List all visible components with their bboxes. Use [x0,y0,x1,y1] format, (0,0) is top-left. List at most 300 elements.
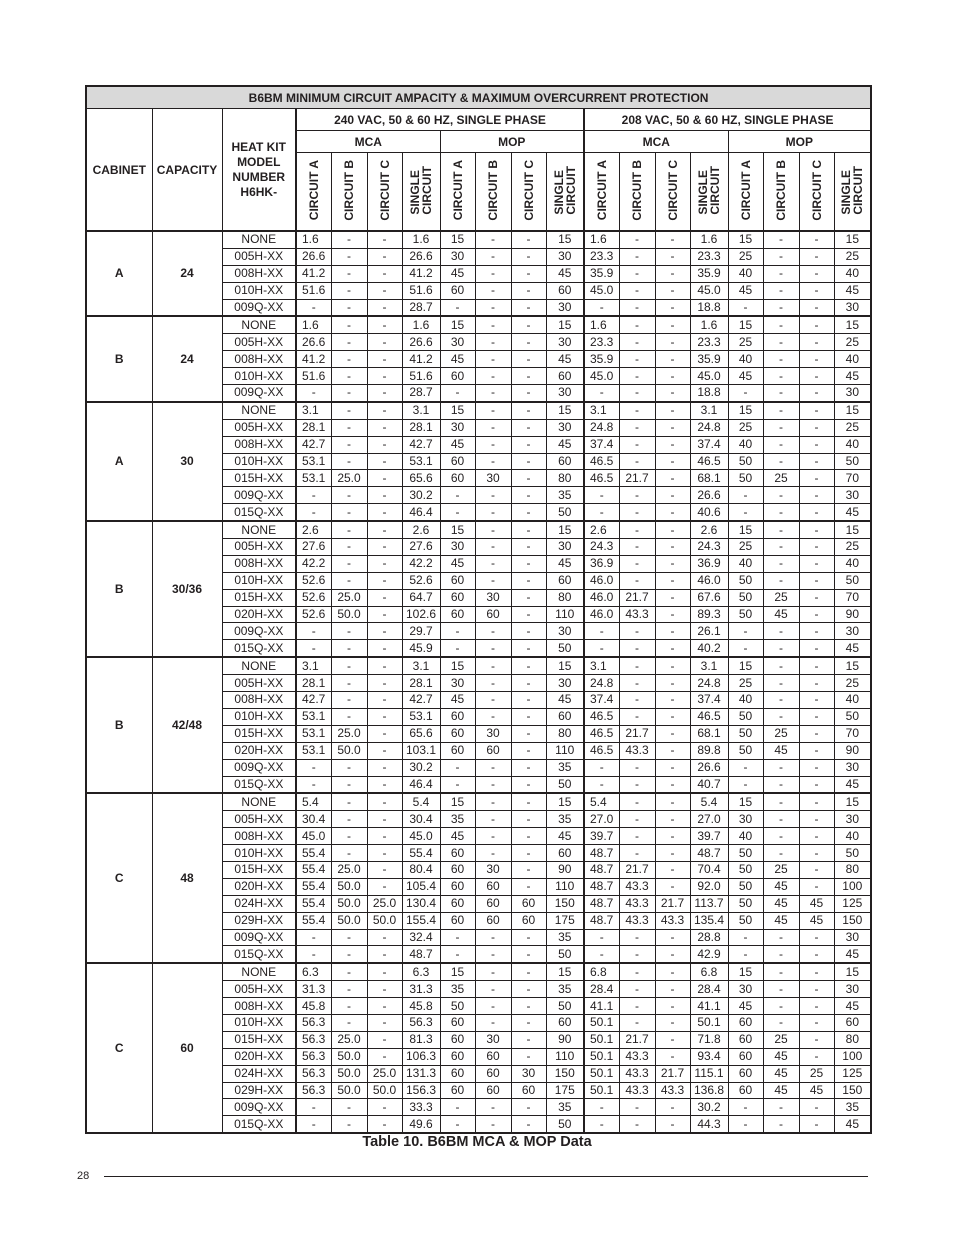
value-cell: - [619,572,655,589]
value-cell: 30 [546,248,584,265]
value-cell: 25.0 [331,861,367,878]
value-cell: 50 [546,504,584,521]
value-cell: - [655,793,690,810]
value-cell: 25.0 [331,725,367,742]
value-cell: 36.9 [584,555,619,572]
value-cell: 48.7 [690,845,728,862]
value-cell: - [511,708,546,725]
value-cell: - [619,334,655,351]
value-cell: 60 [728,1082,763,1099]
value-cell: 50 [834,453,871,470]
value-cell: 55.4 [402,845,440,862]
table-caption: Table 10. B6BM MCA & MOP Data [362,1134,592,1150]
value-cell: 113.7 [690,895,728,912]
heat-kit-model-cell: 009Q-XX [222,299,296,316]
value-cell: - [799,742,834,759]
heat-kit-model-cell: 010H-XX [222,282,296,299]
value-cell: 46.5 [690,453,728,470]
value-cell: 40.2 [690,640,728,657]
value-cell: 46.0 [584,606,619,623]
value-cell: 150 [546,895,584,912]
value-cell: - [440,1116,475,1133]
value-cell: - [655,436,690,453]
value-cell: 68.1 [690,470,728,487]
value-cell: - [475,453,511,470]
value-cell: - [511,1031,546,1048]
value-cell: 43.3 [655,1082,690,1099]
value-cell: 43.3 [619,1065,655,1082]
value-cell: 50.0 [367,912,402,929]
value-cell: - [511,539,546,556]
value-cell: 50.0 [331,878,367,895]
value-cell: 25 [834,334,871,351]
value-cell: 18.8 [690,385,728,402]
value-cell: - [584,504,619,521]
value-cell: - [763,1116,799,1133]
value-cell: - [799,623,834,640]
value-cell: - [367,1031,402,1048]
value-cell: 48.7 [584,845,619,862]
value-cell: 50.1 [584,1065,619,1082]
value-cell: - [728,504,763,521]
value-cell: - [619,640,655,657]
value-cell: 40 [834,351,871,368]
mca-208-header: MCA [584,131,728,153]
value-cell: - [475,299,511,316]
value-cell: - [619,316,655,333]
value-cell: - [728,776,763,793]
value-cell: 39.7 [690,828,728,845]
value-cell: 90 [546,861,584,878]
value-cell: - [331,487,367,504]
value-cell: 15 [440,963,475,980]
value-cell: - [763,299,799,316]
value-cell: 60 [440,589,475,606]
value-cell: 53.1 [296,742,331,759]
value-cell: 50 [728,589,763,606]
value-cell: - [511,402,546,419]
value-cell: - [655,708,690,725]
value-cell: 45.0 [690,282,728,299]
value-cell: 43.3 [619,895,655,912]
value-cell: - [440,776,475,793]
value-cell: 50 [546,998,584,1015]
value-cell: 48.7 [584,912,619,929]
value-cell: - [367,470,402,487]
value-cell: - [511,811,546,828]
value-cell: - [763,402,799,419]
value-cell: 45 [546,436,584,453]
value-cell: 15 [834,793,871,810]
value-cell: 50.0 [331,1065,367,1082]
heat-kit-model-cell: 005H-XX [222,334,296,351]
value-cell: - [799,572,834,589]
value-cell: 25 [763,725,799,742]
value-cell: 53.1 [402,453,440,470]
value-cell: - [367,334,402,351]
value-cell: - [511,487,546,504]
value-cell: 51.6 [296,368,331,385]
value-cell: - [511,1099,546,1116]
value-cell: - [331,845,367,862]
value-cell: 80.4 [402,861,440,878]
heat-kit-model-cell: 015H-XX [222,1031,296,1048]
heat-kit-model-cell: NONE [222,402,296,419]
value-cell: 52.6 [296,606,331,623]
heat-kit-model-cell: 009Q-XX [222,1099,296,1116]
value-cell: 30 [728,811,763,828]
value-cell: 45 [799,1082,834,1099]
value-cell: - [511,470,546,487]
value-cell: - [763,828,799,845]
value-cell: 30 [475,589,511,606]
value-cell: 15 [546,402,584,419]
value-cell: 45 [728,998,763,1015]
value-cell: 30.2 [690,1099,728,1116]
value-cell: 70.4 [690,861,728,878]
value-cell: 50 [728,895,763,912]
value-cell: - [763,453,799,470]
value-cell: - [655,845,690,862]
value-cell: 2.6 [690,521,728,538]
value-cell: 52.6 [296,572,331,589]
value-cell: 41.2 [402,351,440,368]
mca-240-circuit-c-header: CIRCUIT C [367,153,402,232]
value-cell: - [475,998,511,1015]
value-cell: 24.3 [584,539,619,556]
value-cell: - [619,623,655,640]
capacity-cell: 30/36 [152,521,222,657]
value-cell: 28.4 [584,981,619,998]
value-cell: 15 [728,657,763,674]
value-cell: 25.0 [331,589,367,606]
value-cell: - [331,351,367,368]
value-cell: 30 [834,929,871,946]
footer-rule [104,1176,868,1177]
value-cell: 60 [440,1031,475,1048]
value-cell: 21.7 [619,1031,655,1048]
value-cell: 80 [546,725,584,742]
value-cell: 52.6 [296,589,331,606]
value-cell: 56.3 [296,1065,331,1082]
heat-kit-model-cell: 015H-XX [222,725,296,742]
value-cell: - [799,504,834,521]
value-cell: - [655,878,690,895]
value-cell: - [799,470,834,487]
value-cell: - [763,436,799,453]
value-cell: 60 [440,572,475,589]
value-cell: 48.7 [584,861,619,878]
value-cell: - [475,334,511,351]
cabinet-cell: A [86,231,152,316]
value-cell: - [367,776,402,793]
value-cell: 60 [546,845,584,862]
value-cell: - [763,1014,799,1031]
value-cell: 100 [834,878,871,895]
value-cell: - [799,828,834,845]
value-cell: - [511,589,546,606]
value-cell: - [475,929,511,946]
value-cell: 53.1 [296,470,331,487]
value-cell: - [655,572,690,589]
value-cell: - [619,692,655,709]
value-cell: 43.3 [619,912,655,929]
value-cell: 45.0 [584,368,619,385]
value-cell: 26.1 [690,623,728,640]
heat-kit-model-cell: 005H-XX [222,675,296,692]
value-cell: - [475,776,511,793]
value-cell: - [475,692,511,709]
value-cell: 30 [475,725,511,742]
value-cell: 30 [834,981,871,998]
value-cell: 150 [834,912,871,929]
value-cell: 45 [546,265,584,282]
mop-208-single-circuit-header: SINGLE CIRCUIT [834,153,871,232]
value-cell: 15 [440,521,475,538]
value-cell: 60 [475,1082,511,1099]
value-cell: - [655,299,690,316]
value-cell: 50.1 [584,1082,619,1099]
value-cell: - [763,504,799,521]
value-cell: - [799,487,834,504]
value-cell: - [763,487,799,504]
value-cell: 28.1 [402,675,440,692]
value-cell: 70 [834,725,871,742]
value-cell: 45 [440,265,475,282]
value-cell: - [799,946,834,963]
heat-kit-model-cell: NONE [222,963,296,980]
value-cell: - [511,436,546,453]
value-cell: 25.0 [367,1065,402,1082]
value-cell: 45 [834,946,871,963]
value-cell: - [367,521,402,538]
value-cell: - [655,334,690,351]
value-cell: 80 [546,470,584,487]
value-cell: 40 [834,265,871,282]
value-cell: - [511,385,546,402]
value-cell: 60 [728,1031,763,1048]
heat-kit-model-cell: 015Q-XX [222,1116,296,1133]
value-cell: - [619,265,655,282]
value-cell: 30 [440,675,475,692]
value-cell: 50 [834,708,871,725]
heat-kit-model-cell: 009Q-XX [222,929,296,946]
value-cell: - [331,946,367,963]
value-cell: - [799,878,834,895]
value-cell: - [511,981,546,998]
heat-kit-model-cell: NONE [222,316,296,333]
value-cell: 1.6 [584,231,619,248]
value-cell: 50.0 [331,912,367,929]
value-cell: - [619,487,655,504]
value-cell: - [799,282,834,299]
value-cell: - [799,725,834,742]
value-cell: - [799,929,834,946]
value-cell: 45 [546,555,584,572]
value-cell: - [367,623,402,640]
heat-kit-model-cell: NONE [222,231,296,248]
value-cell: - [367,402,402,419]
value-cell: - [728,623,763,640]
value-cell: 50 [546,776,584,793]
mop-240-circuit-b-header: CIRCUIT B [475,153,511,232]
value-cell: 25 [728,419,763,436]
value-cell: - [296,946,331,963]
value-cell: - [655,861,690,878]
value-cell: 27.0 [584,811,619,828]
value-cell: 15 [440,793,475,810]
value-cell: 110 [546,1048,584,1065]
value-cell: 50.0 [331,1082,367,1099]
mop-240-header: MOP [440,131,584,153]
value-cell: 28.1 [402,419,440,436]
value-cell: 60 [475,895,511,912]
capacity-cell: 48 [152,793,222,963]
value-cell: 60 [440,368,475,385]
table-title: B6BM MINIMUM CIRCUIT AMPACITY & MAXIMUM OVERCURRENT PROTECTION [86,86,871,109]
value-cell: 30.4 [296,811,331,828]
value-cell: - [511,351,546,368]
mop-240-single-circuit-header: SINGLE CIRCUIT [546,153,584,232]
value-cell: - [511,282,546,299]
table-row [86,231,871,248]
value-cell: - [367,589,402,606]
value-cell: 67.6 [690,589,728,606]
value-cell: 52.6 [402,572,440,589]
value-cell: - [655,351,690,368]
value-cell: 45.0 [584,282,619,299]
value-cell: 68.1 [690,725,728,742]
mca-240-circuit-a-header: CIRCUIT A [296,153,331,232]
value-cell: - [799,1116,834,1133]
value-cell: 49.6 [402,1116,440,1133]
value-cell: 30 [440,539,475,556]
heat-kit-model-cell: 008H-XX [222,351,296,368]
value-cell: - [440,929,475,946]
value-cell: - [511,265,546,282]
value-cell: - [619,402,655,419]
value-cell: - [763,419,799,436]
value-cell: - [619,419,655,436]
heat-kit-model-cell: 015H-XX [222,861,296,878]
value-cell: 28.1 [296,675,331,692]
heat-kit-model-cell: NONE [222,657,296,674]
value-cell: - [296,776,331,793]
value-cell: 35 [834,1099,871,1116]
value-cell: 26.6 [690,487,728,504]
value-cell: 25 [763,589,799,606]
cabinet-cell: C [86,963,152,1133]
value-cell: 80 [546,589,584,606]
value-cell: 3.1 [584,657,619,674]
heat-kit-model-cell: 010H-XX [222,368,296,385]
value-cell: 15 [440,402,475,419]
value-cell: 50 [728,878,763,895]
value-cell: 15 [546,316,584,333]
value-cell: - [475,351,511,368]
value-cell: 23.3 [690,334,728,351]
heat-kit-model-cell: 015Q-XX [222,640,296,657]
value-cell: - [799,861,834,878]
value-cell: - [728,299,763,316]
value-cell: - [331,368,367,385]
value-cell: 60 [440,861,475,878]
value-cell: - [763,539,799,556]
value-cell: 45 [440,436,475,453]
value-cell: - [763,1099,799,1116]
value-cell: - [619,946,655,963]
value-cell: 3.1 [690,657,728,674]
value-cell: 60 [440,1082,475,1099]
value-cell: - [619,248,655,265]
value-cell: 2.6 [296,521,331,538]
value-cell: 30.4 [402,811,440,828]
value-cell: - [655,1099,690,1116]
value-cell: - [331,539,367,556]
value-cell: - [296,1116,331,1133]
value-cell: - [619,299,655,316]
value-cell: 3.1 [584,402,619,419]
heat-kit-model-cell: 008H-XX [222,692,296,709]
value-cell: - [799,539,834,556]
value-cell: 15 [728,963,763,980]
value-cell: - [367,878,402,895]
value-cell: 42.2 [402,555,440,572]
value-cell: - [331,981,367,998]
value-cell: 60 [440,470,475,487]
value-cell: 30 [475,1031,511,1048]
value-cell: 50 [546,946,584,963]
value-cell: - [511,623,546,640]
cabinet-cell: B [86,316,152,401]
value-cell: 80 [834,1031,871,1048]
value-cell: - [331,1099,367,1116]
value-cell: - [331,419,367,436]
value-cell: - [475,521,511,538]
value-cell: 1.6 [690,231,728,248]
value-cell: 45 [834,776,871,793]
value-cell: 29.7 [402,623,440,640]
value-cell: - [655,725,690,742]
value-cell: 45 [799,895,834,912]
value-cell: 32.4 [402,929,440,946]
value-cell: 50 [728,742,763,759]
value-cell: 60 [440,708,475,725]
value-cell: - [799,776,834,793]
value-cell: 40 [728,555,763,572]
cabinet-cell: A [86,402,152,521]
value-cell: - [655,231,690,248]
value-cell: - [511,845,546,862]
value-cell: - [763,623,799,640]
value-cell: - [440,504,475,521]
heat-kit-model-cell: 020H-XX [222,606,296,623]
value-cell: - [296,929,331,946]
value-cell: 45 [834,640,871,657]
value-cell: - [331,828,367,845]
value-cell: 45 [728,368,763,385]
value-cell: - [728,385,763,402]
value-cell: - [655,385,690,402]
value-cell: 50.0 [367,1082,402,1099]
value-cell: 45.0 [402,828,440,845]
value-cell: 65.6 [402,725,440,742]
value-cell: 45 [546,828,584,845]
value-cell: 56.3 [402,1014,440,1031]
value-cell: 46.5 [584,708,619,725]
value-cell: 45 [728,282,763,299]
value-cell: - [367,725,402,742]
